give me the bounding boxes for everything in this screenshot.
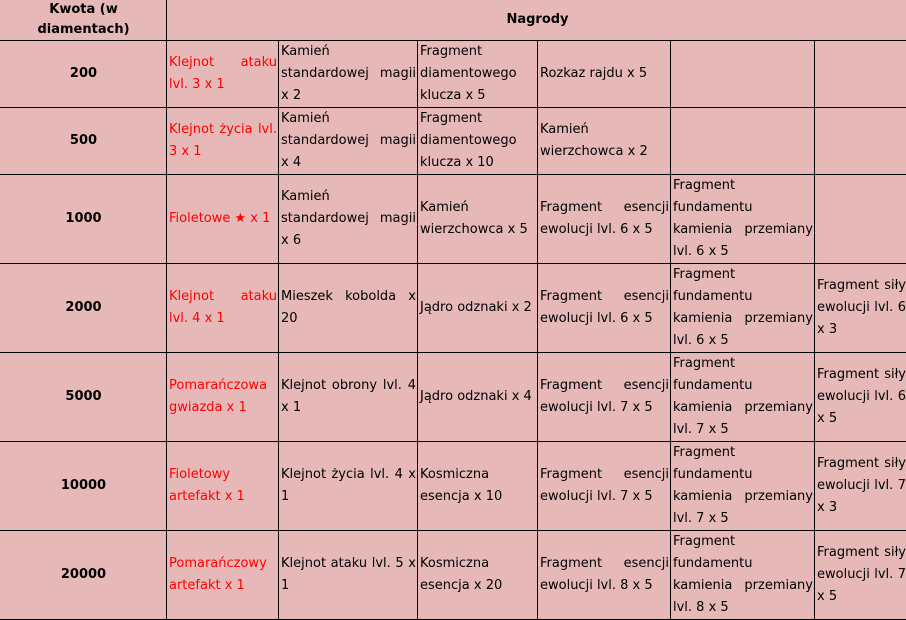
reward-cell: Klejnot ataku lvl. 5 x 1 <box>279 531 418 620</box>
reward-cell: Fragment fundamentu kamienia przemiany lvl. 8 x 5 <box>671 531 815 620</box>
table-row <box>0 442 906 531</box>
reward-cell: Mieszek kobolda x 20 <box>279 264 418 353</box>
reward-cell <box>815 41 906 108</box>
table-row <box>0 108 906 175</box>
reward-cell: Kosmiczna esencja x 10 <box>418 442 538 531</box>
rewards-header: Nagrody <box>167 0 906 41</box>
reward-cell: Fragment esencji ewolucji lvl. 6 x 5 <box>538 264 671 353</box>
reward-cell: Klejnot życia lvl. 4 x 1 <box>279 442 418 531</box>
reward-cell: Fragment siły ewolucji lvl. 6 x 3 <box>815 264 906 353</box>
reward-cell <box>815 175 906 264</box>
reward-cell: Pomarańczowy artefakt x 1 <box>167 531 279 620</box>
reward-cell: Fragment siły ewolucji lvl. 7 x 3 <box>815 442 906 531</box>
amount-cell: 2000 <box>0 264 167 353</box>
reward-cell: Klejnot obrony lvl. 4 x 1 <box>279 353 418 442</box>
reward-cell <box>671 108 815 175</box>
reward-cell: Fragment fundamentu kamienia przemiany lvl. 6 x 5 <box>671 175 815 264</box>
reward-cell: Kamień standardowej magii x 6 <box>279 175 418 264</box>
reward-cell: Rozkaz rajdu x 5 <box>538 41 671 108</box>
table-row <box>0 41 906 108</box>
amount-cell: 1000 <box>0 175 167 264</box>
header-row <box>0 0 906 41</box>
reward-cell: Fragment esencji ewolucji lvl. 6 x 5 <box>538 175 671 264</box>
reward-cell: Fragment siły ewolucji lvl. 7 x 5 <box>815 531 906 620</box>
reward-cell: Kosmiczna esencja x 20 <box>418 531 538 620</box>
reward-cell: Fragment siły ewolucji lvl. 6 x 5 <box>815 353 906 442</box>
amount-cell: 20000 <box>0 531 167 620</box>
reward-cell: Pomarańczowa gwiazda x 1 <box>167 353 279 442</box>
amount-cell: 500 <box>0 108 167 175</box>
reward-cell: Fragment esencji ewolucji lvl. 7 x 5 <box>538 442 671 531</box>
reward-cell <box>671 41 815 108</box>
reward-cell: Fragment fundamentu kamienia przemiany lvl. 7 x 5 <box>671 353 815 442</box>
amount-cell: 200 <box>0 41 167 108</box>
reward-cell: Fragment fundamentu kamienia przemiany lvl. 6 x 5 <box>671 264 815 353</box>
reward-cell: Klejnot ataku lvl. 4 x 1 <box>167 264 279 353</box>
reward-cell: Fragment diamentowego klucza x 5 <box>418 41 538 108</box>
reward-cell: Klejnot ataku lvl. 3 x 1 <box>167 41 279 108</box>
amount-header: Kwota (w diamentach) <box>0 0 167 41</box>
reward-cell: Kamień wierzchowca x 5 <box>418 175 538 264</box>
reward-cell: Kamień standardowej magii x 2 <box>279 41 418 108</box>
reward-cell: Kamień wierzchowca x 2 <box>538 108 671 175</box>
reward-cell: Fragment diamentowego klucza x 10 <box>418 108 538 175</box>
reward-cell: Klejnot życia lvl. 3 x 1 <box>167 108 279 175</box>
table-row <box>0 531 906 620</box>
reward-cell: Jądro odznaki x 2 <box>418 264 538 353</box>
amount-cell: 5000 <box>0 353 167 442</box>
reward-cell: Fragment esencji ewolucji lvl. 8 x 5 <box>538 531 671 620</box>
reward-cell: Fragment fundamentu kamienia przemiany lvl. 7 x 5 <box>671 442 815 531</box>
reward-cell: Fioletowy artefakt x 1 <box>167 442 279 531</box>
reward-cell: Fioletowe ★ x 1 <box>167 175 279 264</box>
table-row <box>0 353 906 442</box>
amount-cell: 10000 <box>0 442 167 531</box>
reward-cell <box>815 108 906 175</box>
table-row <box>0 175 906 264</box>
reward-cell: Kamień standardowej magii x 4 <box>279 108 418 175</box>
table-row <box>0 264 906 353</box>
reward-cell: Fragment esencji ewolucji lvl. 7 x 5 <box>538 353 671 442</box>
reward-cell: Jądro odznaki x 4 <box>418 353 538 442</box>
